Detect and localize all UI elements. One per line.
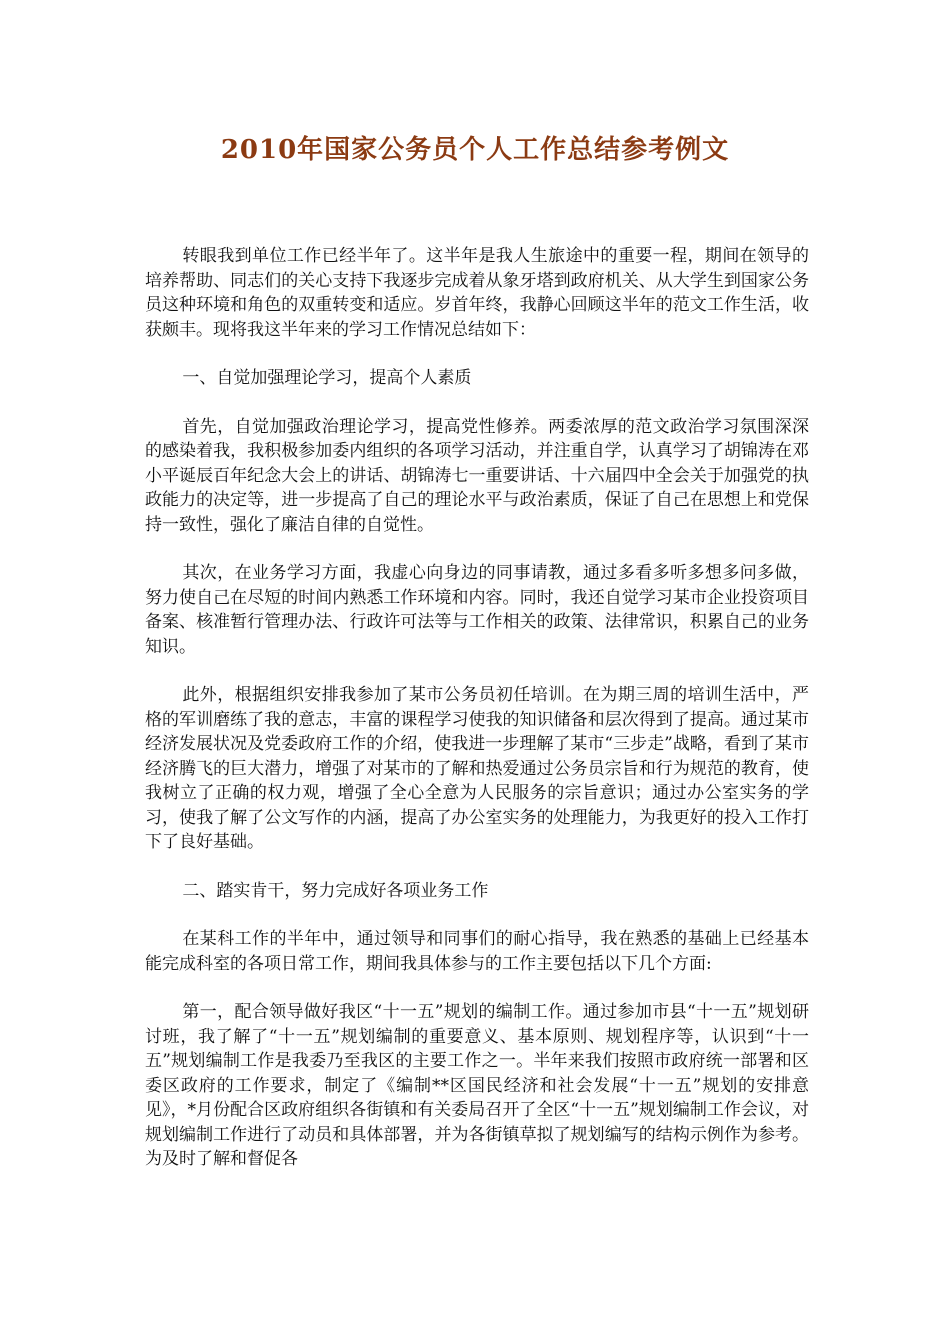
paragraph-business-study: 其次，在业务学习方面，我虚心向身边的同事请教，通过多看多听多想多问多做，努力使自己在尽短的时间内熟悉工作环境和内容。同时，我还自觉学习某市企业投资项目备案、核准暂行管理办法、行政许可法等与工作相关的政策、法律常识，积累自己的业务知识。 [145,563,809,657]
document-title: 2010年国家公务员个人工作总结参考例文 [220,135,730,165]
document-body [145,244,809,1196]
paragraph-political-study: 首先，自觉加强政治理论学习，提高党性修养。两委浓厚的范文政治学习氛围深深的感染着我，我积极参加委内组织的各项学习活动，并注重自学，认真学习了胡锦涛在邓小平诞辰百年纪念大会上的讲话、胡锦涛七一重要讲话、十六届四中全会关于加强党的执政能力的决定等，进一步提高了自己的理论水平与政治素质，保证了自己在思想上和党保持一致性，强化了廉洁自律的自觉性。 [145,416,809,535]
section-heading-1: 一、自觉加强理论学习，提高个人素质 [182,368,472,388]
paragraph-intro: 转眼我到单位工作已经半年了。这半年是我人生旅途中的重要一程，期间在领导的培养帮助、同志们的关心支持下我逐步完成着从象牙塔到政府机关、从大学生到国家公务员这种环境和角色的双重转变和适应。岁首年终，我静心回顾这半年的范文工作生活，收获颇丰。现将我这半年来的学习工作情况总结如下： [145,246,809,340]
section-heading-2: 二、踏实肯干，努力完成好各项业务工作 [182,880,489,901]
paragraph-work-overview: 在某科工作的半年中，通过领导和同事们的耐心指导，我在熟悉的基础上已经基本能完成科室的各项日常工作，期间我具体参与的工作主要包括以下几个方面: [145,929,809,974]
paragraph-plan-work: 第一，配合领导做好我区“十一五”规划的编制工作。通过参加市县“十一五”规划研讨班，我了解了“十一五”规划编制的重要意义、基本原则、规划程序等，认识到“十一五”规划编制工作是我委乃至我区的主要工作之一。半年来我们按照市政府统一部署和区委区政府的工作要求，制定了《编制**区国民经济和社会发展“十一五”规划的安排意见》，*月份配合区政府组织各街镇和有关委局召开了全区“十一五”规划编制工作会议，对规划编制工作进行了动员和具体部署，并为各街镇草拟了规划编写的结构示例作为参考。为及时了解和督促各 [145,1002,809,1169]
paragraph-training: 此外，根据组织安排我参加了某市公务员初任培训。在为期三周的培训生活中，严格的军训磨练了我的意志，丰富的课程学习使我的知识储备和层次得到了提高。通过某市经济发展状况及党委政府工作的介绍，使我进一步理解了某市“三步走”战略，看到了某市经济腾飞的巨大潜力，增强了对某市的了解和热爱通过公务员宗旨和行为规范的教育，使我树立了正确的权力观，增强了全心全意为人民服务的宗旨意识；通过办公室实务的学习，使我了解了公文写作的内涵，提高了办公室实务的处理能力，为我更好的投入工作打下了良好基础。 [145,685,809,852]
